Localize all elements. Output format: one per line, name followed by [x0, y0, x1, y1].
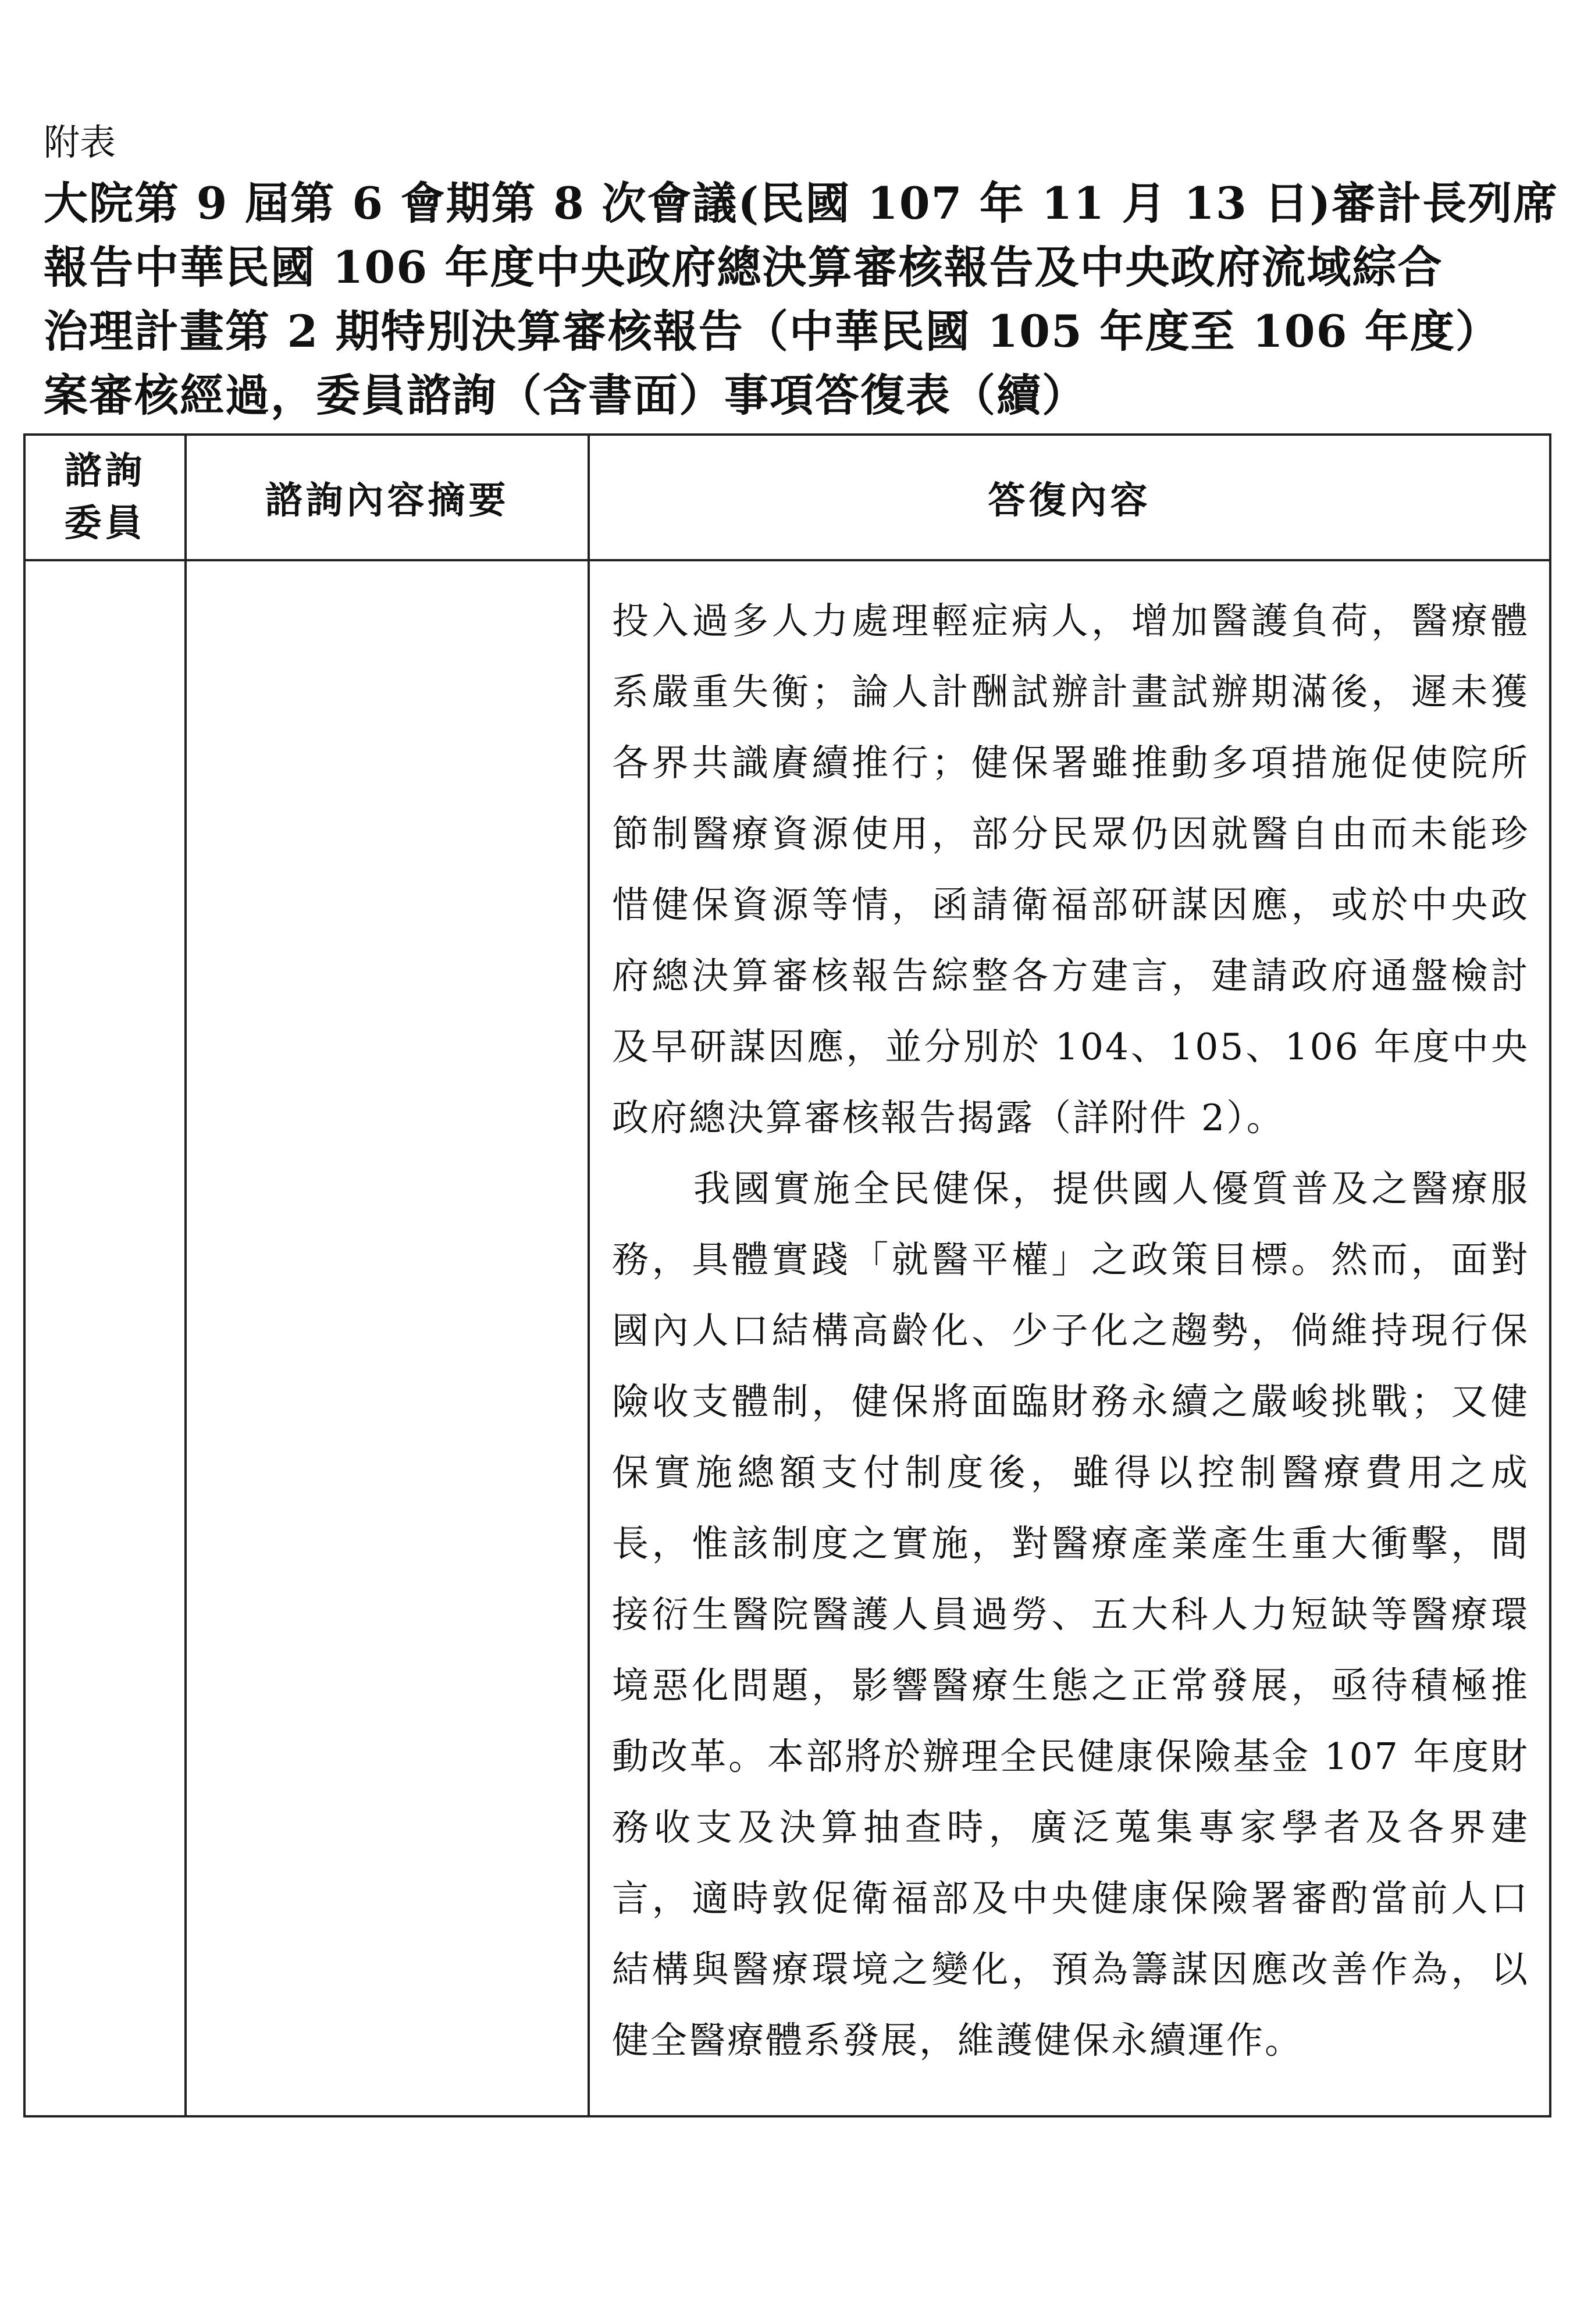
column-header-member-line1: 諮詢	[64, 449, 146, 493]
summary-cell	[186, 560, 589, 2116]
title-line-1: 大院第 9 屆第 6 會期第 8 次會議(民國 107 年 11 月 13 日)審計長列席	[44, 177, 1559, 229]
table-header-row	[24, 435, 1550, 560]
reply-paragraph-2: 我國實施全民健保，提供國人優質普及之醫療服務，具體實踐「就醫平權」之政策目標。然而，面對國內人口結構高齡化、少子化之趨勢，倘維持現行保險收支體制，健保將面臨財務永續之嚴峻挑戰；又健保實施總額支付制度後，雖得以控制醫療費用之成長，惟該制度之實施，對醫療產業產生重大衝擊，間接衍生醫院醫護人員過勞、五大科人力短缺等醫療環境惡化問題，影響醫療生態之正常發展，亟待積極推動改革。本部將於辦理全民健康保險基金 107 年度財務收支及決算抽查時，廣泛蒐集專家學者及各界建言，適時敦促衛福部及中央健康保險署審酌當前人口結構與醫療環境之變化，預為籌謀因應改善作為，以健全醫療體系發展，維護健保永續運作。	[612, 1168, 1529, 2062]
column-header-summary: 諮詢內容摘要	[186, 435, 589, 560]
reply-cell	[589, 560, 1550, 2116]
member-cell	[24, 560, 186, 2116]
attachment-label: 附表	[44, 121, 116, 163]
title-line-2: 報告中華民國 106 年度中央政府總決算審核報告及中央政府流域綜合	[44, 241, 1443, 293]
title-line-3: 治理計畫第 2 期特別決算審核報告（中華民國 105 年度至 106 年度）	[44, 305, 1501, 357]
inquiry-reply-table	[23, 433, 1551, 2117]
title-line-4: 案審核經過，委員諮詢（含書面）事項答復表（續）	[44, 369, 1087, 421]
reply-paragraph-1: 投入過多人力處理輕症病人，增加醫護負荷，醫療體系嚴重失衡；論人計酬試辦計畫試辦期滿後，遲未獲各界共識賡續推行；健保署雖推動多項措施促使院所節制醫療資源使用，部分民眾仍因就醫自由而未能珍惜健保資源等情，函請衛福部研謀因應，或於中央政府總決算審核報告綜整各方建言，建請政府通盤檢討及早研謀因應，並分別於 104、105、106 年度中央政府總決算審核報告揭露（詳附件 2）。	[612, 600, 1529, 1139]
table-row	[24, 560, 1550, 2116]
column-header-member	[24, 435, 186, 560]
column-header-member-line2: 委員	[64, 501, 146, 545]
document-title	[44, 172, 1559, 428]
column-header-reply: 答復內容	[589, 435, 1550, 560]
